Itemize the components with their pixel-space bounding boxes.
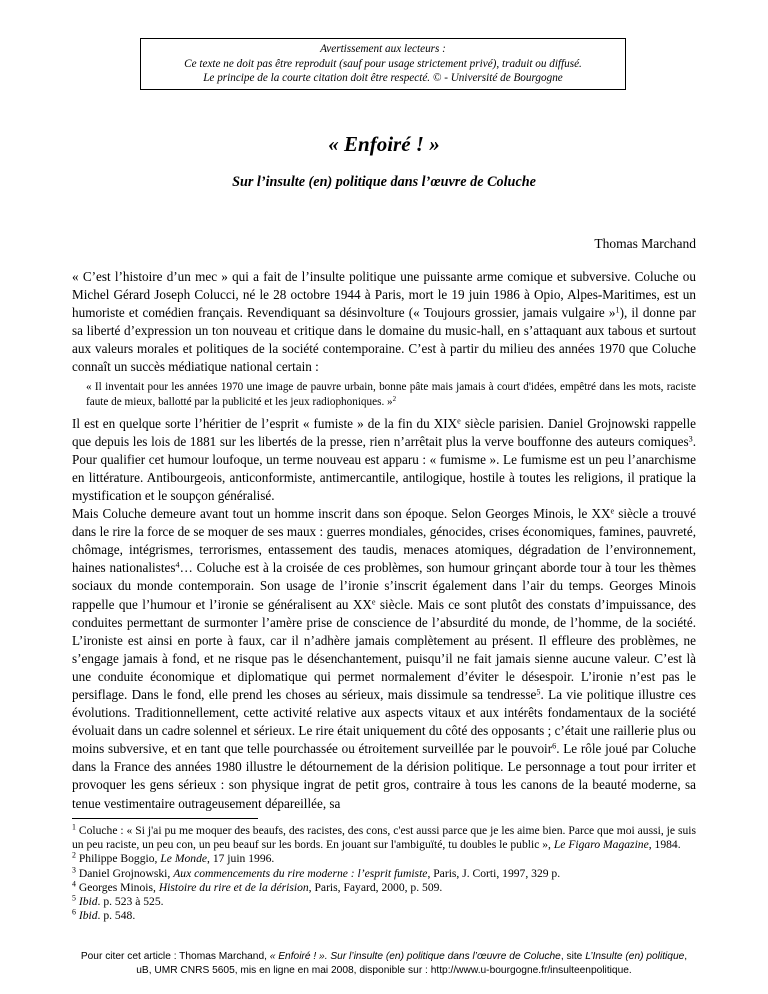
footnote-text: , Paris, Fayard, 2000, p. 509. xyxy=(308,880,443,894)
footnote-number: 6 xyxy=(72,907,76,917)
footnote-source: Ibid xyxy=(78,909,98,923)
text-run: siècle parisien. Daniel Grojnowski rappelle que depuis les lois de 1881 sur les libertés de la presse, rien n’arrêtait plus la verve bouffonne des auteurs comiques xyxy=(72,415,696,449)
footnote-text: . p. 548. xyxy=(97,909,136,923)
text-run: Mais Coluche demeure avant tout un homme inscrit dans son époque. Selon Georges Minois, le XX xyxy=(72,506,611,522)
paragraph xyxy=(72,505,696,813)
footnote-source: Aux commencements du rire moderne : l’esprit fumiste xyxy=(173,866,428,880)
notice-line: Le principe de la courte citation doit être respecté. © - Université de Bourgogne xyxy=(203,72,563,85)
notice-heading: Avertissement aux lecteurs : xyxy=(320,43,446,55)
footnote-ref[interactable]: 4 xyxy=(175,560,180,570)
citation-site-name: L’Insulte (en) politique xyxy=(585,951,685,962)
citation-block xyxy=(72,950,696,977)
text-run: . Le rôle joué par Coluche dans la France des années 1980 illustre le détournement de la dérision politique. Le personnage a tout pour irriter et provoquer les gens sérieux : son physique ingrat de petit gros, contraire à tous les canons de la beauté moderne, sa tenue vestimentaire outrageusement dépareillée, sa xyxy=(72,741,697,811)
footnote-text: . p. 523 à 525. xyxy=(97,895,164,909)
paragraph xyxy=(72,415,696,505)
text-run: siècle a trouvé dans le rire la force de se moquer de ses maux : guerres mondiales, génocides, crises économiques, famines, pauvreté, chômage, intégrismes, terrorismes, entassement des taudis, menaces atomiques, dégradation de l’environnement, haines nationalistes xyxy=(72,506,696,576)
block-quote xyxy=(86,380,696,410)
citation-article-title: « Enfoiré ! ». Sur l’insulte (en) politique dans l’œuvre de Coluche xyxy=(269,951,561,962)
footnote-number: 2 xyxy=(72,851,76,861)
footnote-divider xyxy=(72,818,258,819)
footnote-source: Le Figaro Magazine xyxy=(553,838,649,852)
footnote-text: Coluche : « Si j'ai pu me moquer des beaufs, des racistes, des cons, c'est aussi parce que je les aime bien. Parce que moi aussi, je suis un peu raciste, un peu con, un peu beauf sur les bords. En jouant sur l'ambiguïté, tu doubles le public », xyxy=(72,824,696,852)
citation-text: Pour citer cet article : Thomas Marchand, xyxy=(80,951,270,962)
text-run: . La vie politique illustre ces évolutions. Traditionnellement, cette activité relative aux aspects vitaux et aux intérêts fondamentaux de la société évoluait dans un cadre solennel et sérieux. Le rire était uniquement du côté des opposants ; c’était une raillerie plus ou moins subversive, et en tant que telle pourchassée ou étroitement surveillée par le pouvoir xyxy=(72,686,696,757)
citation-text: , site xyxy=(560,951,586,962)
footnote-number: 4 xyxy=(72,879,76,889)
footnote-text: , 1984. xyxy=(648,838,681,852)
footnote-ref[interactable]: 2 xyxy=(392,394,397,403)
footnote xyxy=(72,852,696,866)
footnote xyxy=(72,867,696,881)
text-run: . Pour qualifier cet humour loufoque, un terme nouveau est apparu : « fumisme ». Le fumisme est un peu l’anarchisme en littérature. Antibourgeois, anticonformiste, antimercantile, antilogique, hostile à toutes les religions, il pratique la mystification et le soupçon généralisé. xyxy=(72,433,696,503)
footnote xyxy=(72,881,696,895)
footnote-text: , 17 juin 1996. xyxy=(207,852,275,866)
footnote-number: 5 xyxy=(72,893,76,903)
century-superscript: e xyxy=(371,597,376,606)
text-run: … Coluche est à la croisée de ces problèmes, son humour grinçant aborde tour à tour les thèmes sociaux du monde contemporain. Son usage de l’ironie s’inscrit également dans l’air du temps. Georges Minois rappelle que l’humour et l’ironie se généralisent au XX xyxy=(72,560,696,612)
author-name: Thomas Marchand xyxy=(594,236,696,251)
text-run: ), il donne par sa liberté d’expression un ton nouveau et critique dans le domaine du music-hall, en s’attaquant aux tabous et surtout aux valeurs morales et politiques de la société contemporaine. C’est à partir du milieu des années 1970 que Coluche connaît un succès médiatique national certain : xyxy=(72,305,696,375)
document-page xyxy=(72,0,696,994)
footnote-source: Le Monde xyxy=(160,852,208,866)
footnote xyxy=(72,824,696,852)
quote-text: « Il inventait pour les années 1970 une image de pauvre urbain, bonne pâte mais jamais à court d'idées, empêtré dans les mots, raciste faute de mieux, ballotté par la publicité et les jeux radiophoniques. » xyxy=(86,380,696,408)
citation-text: , xyxy=(684,951,688,962)
text-run: Il est en quelque sorte l’héritier de l’esprit « fumiste » de la fin du XIX xyxy=(72,415,458,431)
footnote-source: Histoire du rire et de la dérision xyxy=(158,880,309,894)
citation-line: uB, UMR CNRS 5605, mis en ligne en mai 2008, disponible sur : http://www.u-bourgogne.fr/insulteenpolitique. xyxy=(136,964,632,976)
footnote xyxy=(72,909,696,923)
footnote xyxy=(72,895,696,909)
footnote-ref[interactable]: 6 xyxy=(552,741,557,751)
citation-line xyxy=(72,950,696,964)
footnote-text: Daniel Grojnowski, xyxy=(75,866,174,880)
article-body xyxy=(72,268,696,813)
footnote-ref[interactable]: 5 xyxy=(536,687,541,697)
text-run: « C’est l’histoire d’un mec » qui a fait de l’insulte politique une puissante arme comique et subversive. Coluche ou Michel Gérard Joseph Colucci, né le 28 octobre 1944 à Paris, mort le 19 juin 1986 à Opio, Alpes-Maritimes, est un humoriste et comédien français. Revendiquant sa désinvolture (« Toujours grossier, jamais vulgaire » xyxy=(72,269,696,321)
footnote-text: , Paris, J. Corti, 1997, 329 p. xyxy=(427,866,561,880)
copyright-notice-box xyxy=(140,38,626,90)
footnote-ref[interactable]: 1 xyxy=(615,305,620,315)
article-subtitle: Sur l’insulte (en) politique dans l’œuvre de Coluche xyxy=(232,174,536,190)
notice-line: Ce texte ne doit pas être reproduit (sauf pour usage strictement privé), traduit ou diffusé. xyxy=(184,57,582,70)
footnote-ref[interactable]: 3 xyxy=(688,434,693,444)
footnote-text: Philippe Boggio, xyxy=(75,852,161,866)
footnote-number: 1 xyxy=(72,822,76,832)
footnotes xyxy=(72,824,696,923)
century-superscript: e xyxy=(457,416,461,426)
footnote-text: Georges Minois, xyxy=(75,880,159,894)
article-title: « Enfoiré ! » xyxy=(328,132,440,156)
footnote-number: 3 xyxy=(72,865,76,875)
century-superscript: e xyxy=(610,506,615,516)
footnote-source: Ibid xyxy=(78,895,98,909)
paragraph xyxy=(72,268,696,377)
text-run: siècle. Mais ce sont plutôt des constats d’impuissance, des conduites permettant de surmonter l’amère prise de conscience de l’absurdité du monde, de l’homme, de la société. L’ironiste est ainsi en porte à faux, car il n’adhère jamais complètement au présent. Il effleure des problèmes, ne s’engage jamais à fond, et ne risque pas le désenchantement, puisqu’il ne fait jamais sienne aucune valeur. C’est là une conduite économique et diplomatique qui permet normalement d’éviter le désespoir. L’ironie n’est pas le persiflage. Dans le fond, elle prend les choses au sérieux, mais dissimule sa tendresse xyxy=(72,596,696,702)
